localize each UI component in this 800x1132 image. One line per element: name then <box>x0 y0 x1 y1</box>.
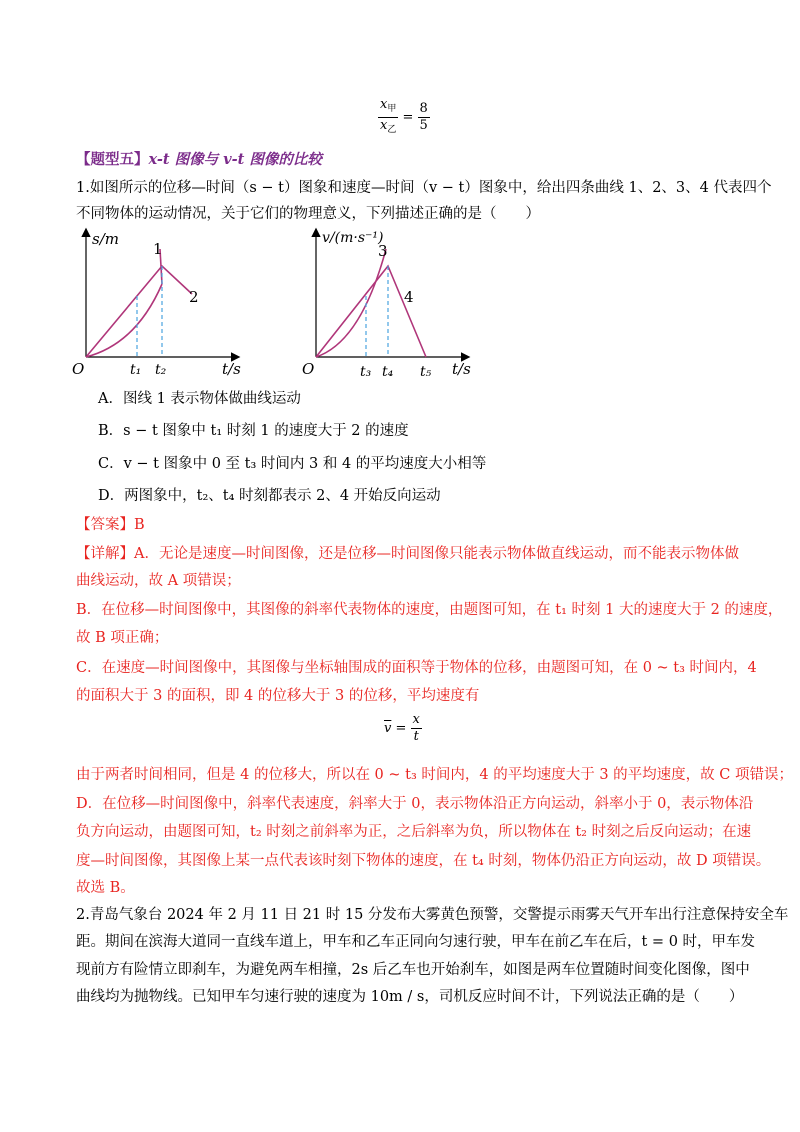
v-t-graph <box>296 224 486 382</box>
q2-line-1: 2.青岛气象台 2024 年 2 月 11 日 21 时 15 分发布大雾黄色预警，交警提示雨雾天气开车出行注意保持安全车 <box>76 907 789 923</box>
explain-line-11: 故选 B。 <box>76 880 135 896</box>
s-t-graph <box>66 224 256 382</box>
curve-4-label: 4 <box>404 288 414 306</box>
origin-label: O <box>72 360 85 378</box>
explain-line-6: 的面积大于 3 的面积，即 4 的位移大于 3 的位移，平均速度有 <box>76 688 480 704</box>
explain-line-4: 故 B 项正确； <box>76 630 169 646</box>
q2-line-2: 距。期间在滨海大道同一直线车道上，甲车和乙车正同向匀速行驶，甲车在前乙车在后，t = 0 时，甲车发 <box>76 934 756 950</box>
option-b: B．s − t 图象中 t₁ 时刻 1 的速度大于 2 的速度 <box>98 423 409 439</box>
v-axis-label: v/(m·s⁻¹) <box>322 230 384 246</box>
q2-line-3: 现前方有险情立即刹车，为避免两车相撞，2s 后乙车也开始刹车，如图是两车位置随时间变化图像，图中 <box>76 962 750 978</box>
t-axis-label: t/s <box>222 360 241 378</box>
t4-label: t₄ <box>382 364 394 380</box>
option-a: A．图线 1 表示物体做曲线运动 <box>98 391 301 407</box>
section-title: 【题型五】x-t 图像与 v-t 图像的比较 <box>76 151 322 168</box>
curve-2 <box>86 266 192 357</box>
explain-line-2: 曲线运动，故 A 项错误； <box>76 573 241 589</box>
explain-line-8: D．在位移—时间图像中，斜率代表速度，斜率大于 0，表示物体沿正方向运动，斜率小于 0，表示物体沿 <box>76 796 754 812</box>
origin-label-2: O <box>302 360 315 378</box>
curve-1-label: 1 <box>153 240 163 258</box>
q1-stem-line2: 不同物体的运动情况，关于它们的物理意义，下列描述正确的是（ ） <box>76 206 540 222</box>
t3-label: t₃ <box>360 364 372 380</box>
curve-2-label: 2 <box>189 288 199 306</box>
avg-velocity-formula: $\overline{v}$ = $\frac{x}{t}$ <box>384 712 420 744</box>
explain-line-1: 【详解】A．无论是速度—时间图像，还是位移—时间图像只能表示物体做直线运动，而不能表示物体做 <box>76 546 739 562</box>
q1-stem-line1: 1.如图所示的位移—时间（s − t）图象和速度—时间（v − t）图象中，给出四条曲线 1、2、3、4 代表四个 <box>76 180 772 196</box>
curve-3-label: 3 <box>378 242 388 260</box>
top-ratio-formula: $\frac{x_甲}{x_乙}$ = $\frac{8}{5}$ <box>380 97 428 135</box>
answer-label: 【答案】B <box>76 517 145 533</box>
curve-4 <box>316 266 426 357</box>
curve-3 <box>316 249 386 357</box>
t2-label: t₂ <box>155 362 167 378</box>
explain-line-3: B．在位移—时间图像中，其图像的斜率代表物体的速度，由题图可知，在 t₁ 时刻 1 大的速度大于 2 的速度， <box>76 602 783 618</box>
t1-label: t₁ <box>130 362 142 378</box>
option-d: D．两图象中，t₂、t₄ 时刻都表示 2、4 开始反向运动 <box>98 488 441 504</box>
explain-line-10: 度—时间图像，其图像上某一点代表该时刻下物体的速度，在 t₄ 时刻，物体仍沿正方向运动，故 D 项错误。 <box>76 853 771 869</box>
q2-line-4: 曲线均为抛物线。已知甲车匀速行驶的速度为 10m / s，司机反应时间不计，下列说法正确的是（ ） <box>76 989 744 1005</box>
explain-line-5: C．在速度—时间图像中，其图像与坐标轴围成的面积等于物体的位移，由题图可知，在 0 ~ t₃ 时间内，4 <box>76 660 757 676</box>
t5-label: t₅ <box>420 364 432 380</box>
s-axis-label: s/m <box>92 230 119 248</box>
explain-line-9: 负方向运动，由题图可知，t₂ 时刻之前斜率为正，之后斜率为负，所以物体在 t₂ 时刻之后反向运动；在速 <box>76 824 752 840</box>
explain-line-7: 由于两者时间相同，但是 4 的位移大，所以在 0 ~ t₃ 时间内，4 的平均速度大于 3 的平均速度，故 C 项错误； <box>76 767 793 783</box>
option-c: C．v − t 图象中 0 至 t₃ 时间内 3 和 4 的平均速度大小相等 <box>98 456 487 472</box>
curve-1 <box>86 284 162 357</box>
t-axis-label-2: t/s <box>452 360 471 378</box>
